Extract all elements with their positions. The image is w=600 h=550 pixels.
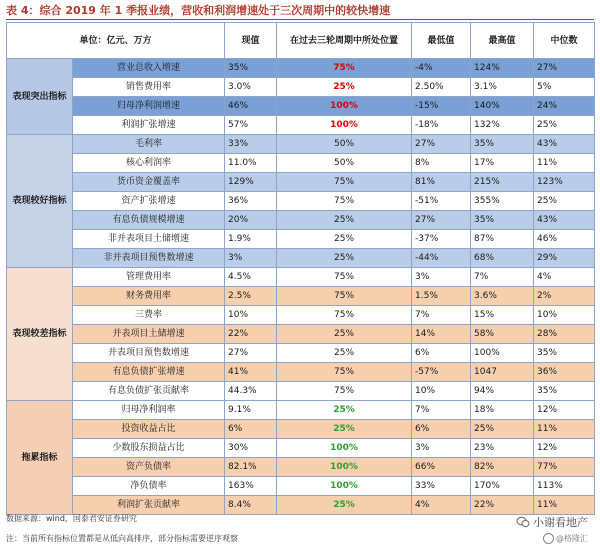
min-value-cell: 10%	[412, 382, 471, 401]
max-value-cell: 132%	[471, 116, 534, 135]
min-value-cell: 2.50%	[412, 78, 471, 97]
table-row	[7, 59, 595, 78]
position-cell: 100%	[277, 477, 412, 496]
median-cell: 43%	[534, 211, 595, 230]
max-value-cell: 3.1%	[471, 78, 534, 97]
position-cell: 75%	[277, 192, 412, 211]
max-value-cell: 1047	[471, 363, 534, 382]
position-cell: 25%	[277, 249, 412, 268]
min-value-cell: 1.5%	[412, 287, 471, 306]
min-value-cell: 27%	[412, 135, 471, 154]
max-header: 最高值	[471, 23, 534, 59]
metric-cell: 财务费用率	[73, 287, 225, 306]
min-value-cell: 66%	[412, 458, 471, 477]
position-cell: 75%	[277, 268, 412, 287]
metric-cell: 营业总收入增速	[73, 59, 225, 78]
table-row	[7, 249, 595, 268]
current-value-cell: 163%	[225, 477, 277, 496]
min-header: 最低值	[412, 23, 471, 59]
current-value-cell: 30%	[225, 439, 277, 458]
median-cell: 27%	[534, 59, 595, 78]
max-value-cell: 7%	[471, 268, 534, 287]
site-logo-icon	[543, 533, 554, 544]
table-row	[7, 382, 595, 401]
current-value-cell: 33%	[225, 135, 277, 154]
position-cell: 100%	[277, 439, 412, 458]
median-cell: 43%	[534, 135, 595, 154]
position-cell: 25%	[277, 496, 412, 515]
median-cell: 25%	[534, 192, 595, 211]
metric-cell: 资产扩张增速	[73, 192, 225, 211]
table-row	[7, 192, 595, 211]
wechat-watermark	[516, 514, 588, 530]
min-value-cell: -51%	[412, 192, 471, 211]
min-value-cell: 33%	[412, 477, 471, 496]
min-value-cell: 81%	[412, 173, 471, 192]
metric-cell: 核心利润率	[73, 154, 225, 173]
position-cell: 100%	[277, 116, 412, 135]
current-value-cell: 20%	[225, 211, 277, 230]
max-value-cell: 355%	[471, 192, 534, 211]
table-row	[7, 135, 595, 154]
max-value-cell: 100%	[471, 344, 534, 363]
min-value-cell: -44%	[412, 249, 471, 268]
position-cell: 50%	[277, 135, 412, 154]
median-cell: 77%	[534, 458, 595, 477]
current-value-cell: 35%	[225, 59, 277, 78]
metric-cell: 利润扩张增速	[73, 116, 225, 135]
median-cell: 46%	[534, 230, 595, 249]
group-label: 表现较好指标	[7, 135, 73, 268]
current-value-cell: 3%	[225, 249, 277, 268]
current-value-cell: 9.1%	[225, 401, 277, 420]
min-value-cell: -18%	[412, 116, 471, 135]
median-cell: 24%	[534, 97, 595, 116]
table-row	[7, 268, 595, 287]
min-value-cell: 7%	[412, 306, 471, 325]
position-cell: 25%	[277, 211, 412, 230]
current-value-cell: 10%	[225, 306, 277, 325]
max-value-cell: 18%	[471, 401, 534, 420]
group-label: 拖累指标	[7, 401, 73, 515]
min-value-cell: 4%	[412, 496, 471, 515]
site-watermark	[543, 533, 588, 544]
metric-cell: 少数股东损益占比	[73, 439, 225, 458]
footnote: 注：当前所有指标位置都是从低向高排序，部分指标需要逆序观察	[6, 534, 238, 543]
current-value-cell: 41%	[225, 363, 277, 382]
metric-cell: 管理费用率	[73, 268, 225, 287]
table-row	[7, 173, 595, 192]
max-value-cell: 58%	[471, 325, 534, 344]
min-value-cell: -37%	[412, 230, 471, 249]
table-row	[7, 344, 595, 363]
metric-cell: 资产负债率	[73, 458, 225, 477]
median-cell: 12%	[534, 439, 595, 458]
position-cell: 25%	[277, 344, 412, 363]
min-value-cell: 8%	[412, 154, 471, 173]
median-cell: 11%	[534, 420, 595, 439]
wechat-icon	[516, 515, 530, 529]
median-cell: 12%	[534, 401, 595, 420]
min-value-cell: 27%	[412, 211, 471, 230]
current-value-cell: 22%	[225, 325, 277, 344]
median-cell: 2%	[534, 287, 595, 306]
table-row	[7, 230, 595, 249]
min-value-cell: 3%	[412, 439, 471, 458]
max-value-cell: 87%	[471, 230, 534, 249]
table-row	[7, 363, 595, 382]
max-value-cell: 35%	[471, 135, 534, 154]
group-label: 表现突出指标	[7, 59, 73, 135]
table-row	[7, 78, 595, 97]
max-value-cell: 82%	[471, 458, 534, 477]
current-value-cell: 36%	[225, 192, 277, 211]
position-cell: 25%	[277, 325, 412, 344]
position-cell: 100%	[277, 458, 412, 477]
position-cell: 75%	[277, 287, 412, 306]
max-value-cell: 94%	[471, 382, 534, 401]
position-cell: 25%	[277, 420, 412, 439]
position-cell: 75%	[277, 382, 412, 401]
max-value-cell: 23%	[471, 439, 534, 458]
table-row	[7, 97, 595, 116]
max-value-cell: 15%	[471, 306, 534, 325]
min-value-cell: 7%	[412, 401, 471, 420]
median-cell: 10%	[534, 306, 595, 325]
metric-cell: 有息负债规模增速	[73, 211, 225, 230]
max-value-cell: 22%	[471, 496, 534, 515]
table-row	[7, 496, 595, 515]
source-note: 数据来源：wind，国泰君安证券研究	[6, 514, 137, 523]
unit-header: 单位：亿元、万方	[7, 23, 225, 59]
median-cell: 4%	[534, 268, 595, 287]
min-value-cell: 6%	[412, 344, 471, 363]
current-value-cell: 3.0%	[225, 78, 277, 97]
max-value-cell: 17%	[471, 154, 534, 173]
metric-cell: 并表项目预售数增速	[73, 344, 225, 363]
table-row	[7, 458, 595, 477]
median-cell: 35%	[534, 344, 595, 363]
max-value-cell: 35%	[471, 211, 534, 230]
table-row	[7, 401, 595, 420]
median-header: 中位数	[534, 23, 595, 59]
median-cell: 5%	[534, 78, 595, 97]
min-value-cell: -15%	[412, 97, 471, 116]
current-value-cell: 4.5%	[225, 268, 277, 287]
title-rule	[6, 19, 594, 20]
metric-cell: 归母净利润率	[73, 401, 225, 420]
position-header: 在过去三轮周期中所处位置	[277, 23, 412, 59]
metric-cell: 投资收益占比	[73, 420, 225, 439]
metric-cell: 净负债率	[73, 477, 225, 496]
median-cell: 113%	[534, 477, 595, 496]
metric-cell: 非并表项目预售数增速	[73, 249, 225, 268]
median-cell: 35%	[534, 382, 595, 401]
position-cell: 75%	[277, 306, 412, 325]
current-value-cell: 8.4%	[225, 496, 277, 515]
median-cell: 11%	[534, 154, 595, 173]
current-value-cell: 27%	[225, 344, 277, 363]
site-name: @格隆汇	[556, 534, 588, 543]
metric-cell: 毛利率	[73, 135, 225, 154]
table-row	[7, 325, 595, 344]
max-value-cell: 170%	[471, 477, 534, 496]
median-cell: 28%	[534, 325, 595, 344]
metric-cell: 有息负债扩张贡献率	[73, 382, 225, 401]
median-cell: 29%	[534, 249, 595, 268]
table-row	[7, 211, 595, 230]
median-cell: 11%	[534, 496, 595, 515]
position-cell: 25%	[277, 230, 412, 249]
wechat-account-name: 小谢看地产	[533, 516, 588, 529]
table-row	[7, 154, 595, 173]
current-value-cell: 11.0%	[225, 154, 277, 173]
min-value-cell: 6%	[412, 420, 471, 439]
current-value-cell: 82.1%	[225, 458, 277, 477]
table-row	[7, 306, 595, 325]
current-value-cell: 44.3%	[225, 382, 277, 401]
table-row	[7, 477, 595, 496]
max-value-cell: 3.6%	[471, 287, 534, 306]
group-label: 表现较差指标	[7, 268, 73, 401]
max-value-cell: 215%	[471, 173, 534, 192]
position-cell: 25%	[277, 78, 412, 97]
table-row	[7, 439, 595, 458]
current-value-cell: 129%	[225, 173, 277, 192]
current-value-cell: 57%	[225, 116, 277, 135]
position-cell: 75%	[277, 173, 412, 192]
metric-cell: 非并表项目土储增速	[73, 230, 225, 249]
metric-cell: 销售费用率	[73, 78, 225, 97]
max-value-cell: 124%	[471, 59, 534, 78]
current-value-cell: 6%	[225, 420, 277, 439]
table-row	[7, 420, 595, 439]
metric-cell: 归母净利润增速	[73, 97, 225, 116]
position-cell: 75%	[277, 363, 412, 382]
max-value-cell: 140%	[471, 97, 534, 116]
median-cell: 123%	[534, 173, 595, 192]
table-title: 表 4：综合 2019 年 1 季报业绩，营收和利润增速处于三次周期中的较快增速	[6, 4, 391, 17]
metric-cell: 货币资金覆盖率	[73, 173, 225, 192]
performance-table	[6, 22, 595, 515]
current-header: 现值	[225, 23, 277, 59]
current-value-cell: 2.5%	[225, 287, 277, 306]
max-value-cell: 68%	[471, 249, 534, 268]
position-cell: 50%	[277, 154, 412, 173]
min-value-cell: 14%	[412, 325, 471, 344]
metric-cell: 利润扩张贡献率	[73, 496, 225, 515]
metric-cell: 并表项目土储增速	[73, 325, 225, 344]
table-row	[7, 116, 595, 135]
min-value-cell: 3%	[412, 268, 471, 287]
position-cell: 25%	[277, 401, 412, 420]
header-row	[7, 23, 595, 59]
position-cell: 100%	[277, 97, 412, 116]
min-value-cell: -57%	[412, 363, 471, 382]
table-body	[7, 59, 595, 515]
table-row	[7, 287, 595, 306]
metric-cell: 有息负债扩张增速	[73, 363, 225, 382]
max-value-cell: 25%	[471, 420, 534, 439]
metric-cell: 三费率	[73, 306, 225, 325]
median-cell: 36%	[534, 363, 595, 382]
current-value-cell: 1.9%	[225, 230, 277, 249]
position-cell: 75%	[277, 59, 412, 78]
min-value-cell: -4%	[412, 59, 471, 78]
current-value-cell: 46%	[225, 97, 277, 116]
median-cell: 25%	[534, 116, 595, 135]
